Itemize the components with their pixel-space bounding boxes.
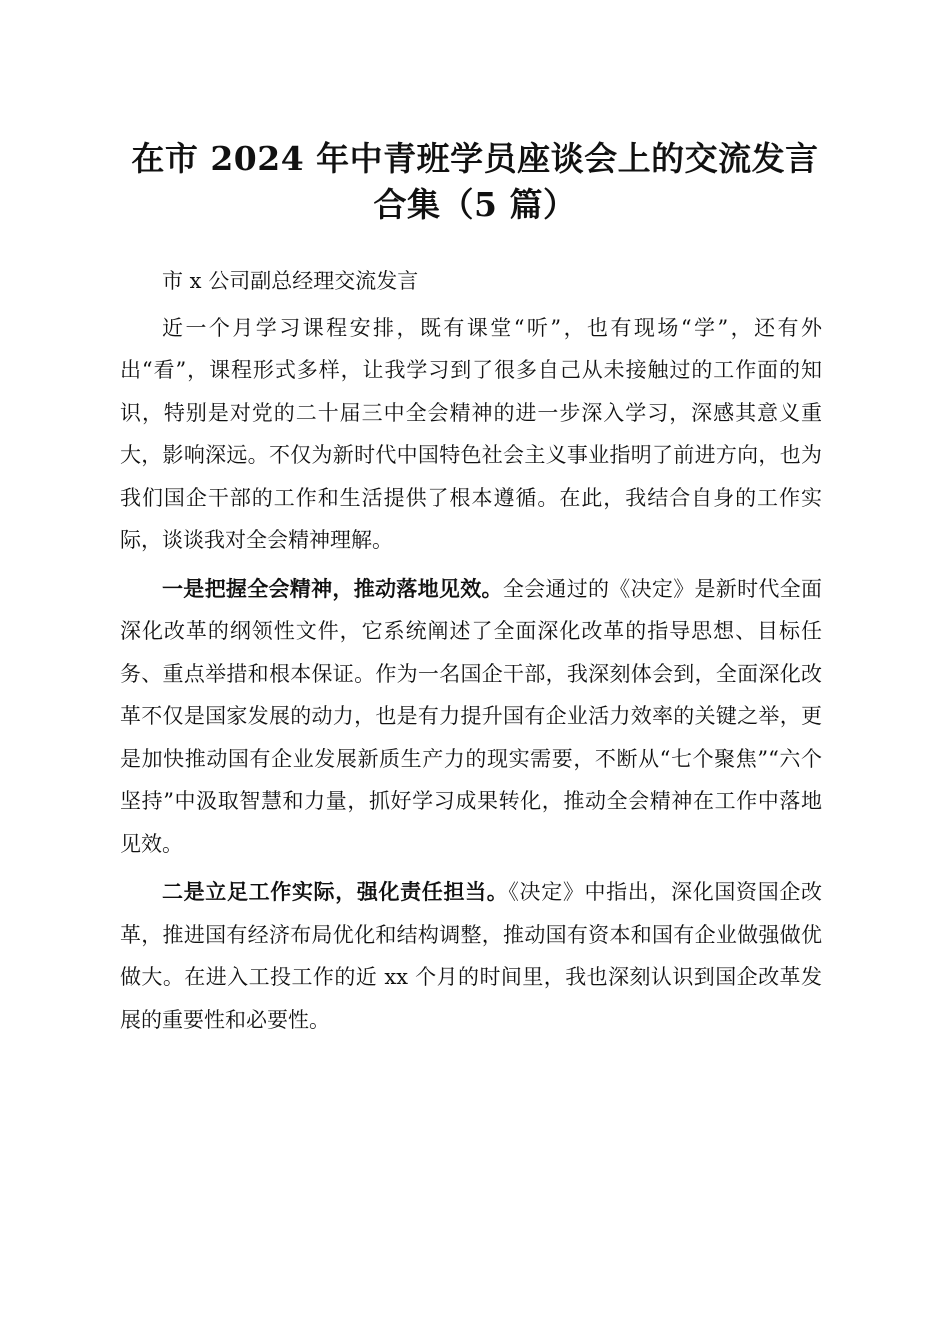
document-title [110,136,840,228]
paragraph-1-text: 近一个月学习课程安排，既有课堂“听”，也有现场“学”，还有外出“看”，课程形式多样，让我学习到了很多自己从未接触过的工作面的知识，特别是对党的二十届三中全会精神的进一步深入学习，深感其意义重大，影响深远。不仅为新时代中国特色社会主义事业指明了前进方向，也为我们国企干部的工作和生活提供了根本遵循。在此，我结合自身的工作实际，谈谈我对全会精神理解。 [120,315,822,552]
paragraph-3-lead: 二是立足工作实际，强化责任担当。 [162,879,509,904]
paragraph-2-lead: 一是把握全会精神，推动落地见效。 [162,575,503,601]
paragraph-1 [120,307,822,562]
paragraph-3 [120,871,822,1041]
paragraph-3-text: 《决定》中指出，深化国资国企改革，推进国有经济布局优化和结构调整，推动国有资本和国有企业做强做优做大。在进入工投工作的近 xx 个月的时间里，我也深刻认识到国企改革发展的重要性和必要性。 [120,880,823,1032]
paragraph-2-text: 全会通过的《决定》是新时代全面深化改革的纲领性文件，它系统阐述了全面深化改革的指导思想、目标任务、重点举措和根本保证。作为一名国企干部，我深刻体会到，全面深化改革不仅是国家发展的动力，也是有力提升国有企业活力效率的关键之举，更是加快推动国有企业发展新质生产力的现实需要，不断从“七个聚焦”“六个坚持”中汲取智慧和力量，抓好学习成果转化，推动全会精神在工作中落地见效。 [120,576,823,856]
title-line-1: 在市 2024 年中青班学员座谈会上的交流发言 [131,139,819,178]
section-title: 市 x 公司副总经理交流发言 [162,269,419,293]
paragraph-2 [120,568,822,866]
document-body [120,260,822,1041]
title-line-2: 合集（5 篇） [373,185,577,224]
